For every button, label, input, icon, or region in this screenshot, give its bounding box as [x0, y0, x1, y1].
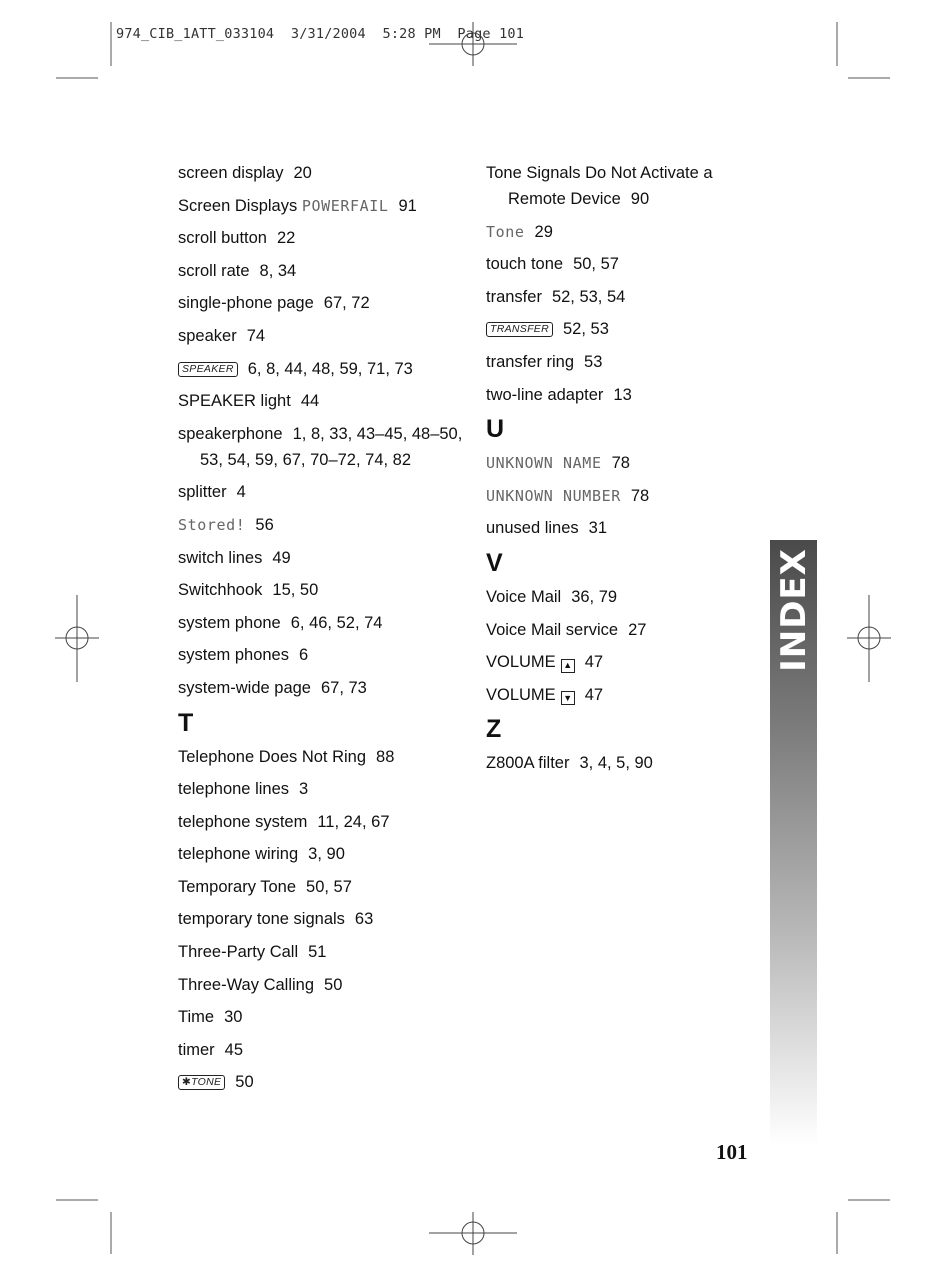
entry-page-numbers: 78: [611, 454, 630, 473]
entry-page-numbers: 1, 8, 33, 43–45, 48–50, 53, 54, 59, 67, 70–72, 74, 82: [200, 424, 463, 469]
phone-key-icon: ✱TONE: [178, 1075, 225, 1090]
entry-term: speakerphone: [178, 424, 283, 443]
entry-page-numbers: 3, 90: [308, 845, 345, 864]
index-entries-u: [486, 450, 736, 541]
entry-page-numbers: 20: [293, 164, 312, 182]
index-entry: [178, 356, 468, 382]
lcd-display-text: UNKNOWN NAME: [486, 454, 602, 473]
volume-up-key-icon: ▲: [561, 659, 575, 673]
entry-term: Switchhook: [178, 581, 263, 600]
entry-term: transfer: [486, 287, 542, 306]
lcd-display-text: UNKNOWN NUMBER: [486, 486, 621, 505]
entry-term: Three-Way Calling: [178, 975, 315, 994]
entry-term: two-line adapter: [486, 385, 604, 404]
index-entry: [178, 1069, 468, 1095]
index-entry: [178, 388, 468, 414]
entry-term: telephone wiring: [178, 845, 299, 864]
entry-term: Three-Party Call: [178, 943, 299, 962]
index-entry: [178, 906, 468, 932]
entry-page-numbers: 13: [613, 385, 632, 404]
entry-term: transfer ring: [486, 352, 575, 371]
index-entry: [178, 809, 468, 835]
index-entry: [178, 744, 468, 770]
index-entry: [486, 219, 736, 245]
index-entry: [178, 972, 468, 998]
registration-mark-bottom: [429, 1212, 517, 1255]
index-entry: [178, 421, 468, 473]
index-entry: [178, 675, 468, 701]
entry-term: touch tone: [486, 255, 564, 274]
index-entry: [178, 939, 468, 965]
registration-mark-top: [429, 22, 517, 66]
entry-term: telephone system: [178, 812, 308, 831]
index-entry: [486, 483, 736, 509]
entry-term: timer: [178, 1040, 215, 1059]
lcd-display-text: Stored!: [178, 515, 246, 534]
entry-page-numbers: 50: [235, 1073, 254, 1092]
index-entry: [178, 193, 468, 219]
index-entry: [486, 584, 736, 610]
section-letter-t: T: [178, 708, 194, 737]
index-entry: [486, 284, 736, 310]
entry-page-numbers: 67, 72: [323, 294, 370, 313]
entry-page-numbers: 6, 46, 52, 74: [290, 613, 383, 632]
entry-term: system phones: [178, 646, 289, 665]
entry-page-numbers: 3, 4, 5, 90: [579, 754, 653, 773]
index-entries-s: [178, 160, 468, 701]
entry-page-numbers: 27: [628, 620, 647, 639]
entry-term: scroll button: [178, 229, 267, 248]
entry-term: unused lines: [486, 519, 579, 538]
volume-down-key-icon: ▼: [561, 691, 575, 705]
entry-page-numbers: 56: [255, 515, 274, 534]
entry-page-numbers: 22: [276, 229, 296, 248]
index-entry: [486, 316, 736, 342]
index-entry: [178, 290, 468, 316]
entry-page-numbers: 29: [534, 222, 553, 241]
entry-term: VOLUME: [486, 685, 556, 704]
entry-page-numbers: 47: [584, 653, 604, 672]
entry-term: scroll rate: [178, 261, 250, 280]
entry-page-numbers: 63: [354, 910, 374, 929]
index-entry: [178, 610, 468, 636]
entry-page-numbers: 6, 8, 44, 48, 59, 71, 73: [247, 359, 413, 378]
page-number: 101: [716, 1140, 748, 1164]
index-entry: [486, 160, 736, 212]
entry-page-numbers: 30: [224, 1008, 243, 1027]
entry-term: Z800A filter: [486, 754, 570, 773]
entry-page-numbers: 53: [584, 352, 603, 371]
index-entry: [486, 682, 736, 708]
index-entries-t: [178, 744, 468, 1096]
entry-page-numbers: 51: [308, 943, 327, 962]
entry-term: Voice Mail service: [486, 620, 619, 639]
entry-term: temporary tone signals: [178, 910, 345, 929]
index-entry: [178, 323, 468, 349]
index-tab-label: INDEX: [773, 548, 814, 672]
index-entry: [486, 750, 736, 776]
section-letter-u: U: [486, 415, 505, 444]
index-entries-t-continued: [486, 160, 736, 408]
index-entries-z: [486, 750, 736, 776]
entry-page-numbers: 52, 53: [563, 320, 609, 339]
entry-page-numbers: 78: [630, 486, 650, 505]
entry-term: screen display: [178, 164, 284, 182]
entry-term: Voice Mail: [486, 587, 562, 606]
entry-page-numbers: 8, 34: [259, 261, 297, 280]
index-entry: [486, 349, 736, 375]
index-entry: [486, 251, 736, 277]
entry-term: telephone lines: [178, 780, 290, 799]
entry-page-numbers: 45: [224, 1040, 244, 1059]
entry-page-numbers: 50, 57: [306, 877, 352, 896]
index-entry: [178, 776, 468, 802]
index-entries-v: [486, 584, 736, 708]
entry-page-numbers: 4: [236, 483, 246, 502]
index-entry: [178, 874, 468, 900]
lcd-display-text: POWERFAIL: [301, 196, 389, 215]
entry-page-numbers: 6: [298, 646, 309, 665]
entry-page-numbers: 11, 24, 67: [317, 812, 390, 831]
entry-page-numbers: 47: [584, 685, 604, 704]
lcd-display-text: Tone: [486, 222, 525, 241]
entry-page-numbers: 50, 57: [573, 255, 619, 274]
entry-page-numbers: 74: [246, 326, 266, 345]
index-entry: [486, 649, 736, 675]
entry-term: speaker: [178, 326, 237, 345]
entry-page-numbers: 36, 79: [571, 587, 618, 606]
printer-slug: 974_CIB_1ATT_033104 3/31/2004 5:28 PM Page 101: [116, 26, 525, 42]
index-entry: [486, 515, 736, 541]
index-entry: [178, 258, 468, 284]
entry-page-numbers: 3: [299, 780, 309, 799]
entry-page-numbers: 50: [324, 975, 343, 994]
registration-mark-right: [847, 595, 891, 682]
index-entry: [178, 479, 468, 505]
entry-page-numbers: 67, 73: [320, 678, 367, 697]
entry-term: VOLUME: [486, 653, 556, 672]
entry-page-numbers: 49: [272, 548, 291, 567]
index-entry: [486, 382, 736, 408]
index-entry: [178, 1037, 468, 1063]
entry-term: Telephone Does Not Ring: [178, 747, 367, 766]
entry-page-numbers: 90: [630, 190, 650, 208]
entry-term: system phone: [178, 613, 281, 632]
entry-term: Temporary Tone: [178, 877, 297, 896]
phone-key-icon: TRANSFER: [486, 322, 553, 337]
entry-page-numbers: 44: [300, 392, 320, 411]
phone-key-icon: SPEAKER: [178, 362, 238, 377]
registration-mark-left: [55, 595, 99, 682]
index-entry: [178, 545, 468, 571]
index-entry: [178, 512, 468, 538]
index-column-right: [486, 160, 736, 783]
entry-term: splitter: [178, 483, 227, 502]
entry-page-numbers: 91: [398, 196, 417, 215]
index-entry: [178, 225, 468, 251]
section-letter-v: V: [486, 548, 503, 577]
index-entry: [178, 841, 468, 867]
index-entry: [178, 577, 468, 603]
entry-term: SPEAKER light: [178, 392, 291, 411]
index-entry: [178, 1004, 468, 1030]
entry-page-numbers: 52, 53, 54: [551, 287, 626, 306]
entry-page-numbers: 31: [588, 519, 608, 538]
entry-term: single-phone page: [178, 294, 314, 313]
entry-term: switch lines: [178, 548, 263, 567]
index-column-left: [178, 160, 468, 1102]
index-entry: [486, 450, 736, 476]
entry-page-numbers: 88: [376, 747, 395, 766]
index-entry: [486, 617, 736, 643]
entry-term: Time: [178, 1008, 215, 1027]
index-entry: [178, 160, 468, 186]
entry-term: Screen Displays: [178, 196, 302, 215]
entry-page-numbers: 15, 50: [272, 581, 319, 600]
section-letter-z: Z: [486, 715, 502, 744]
index-entry: [178, 642, 468, 668]
entry-term: system-wide page: [178, 678, 311, 697]
entry-term: Tone Signals Do Not Activate a Remote Device: [486, 164, 713, 208]
